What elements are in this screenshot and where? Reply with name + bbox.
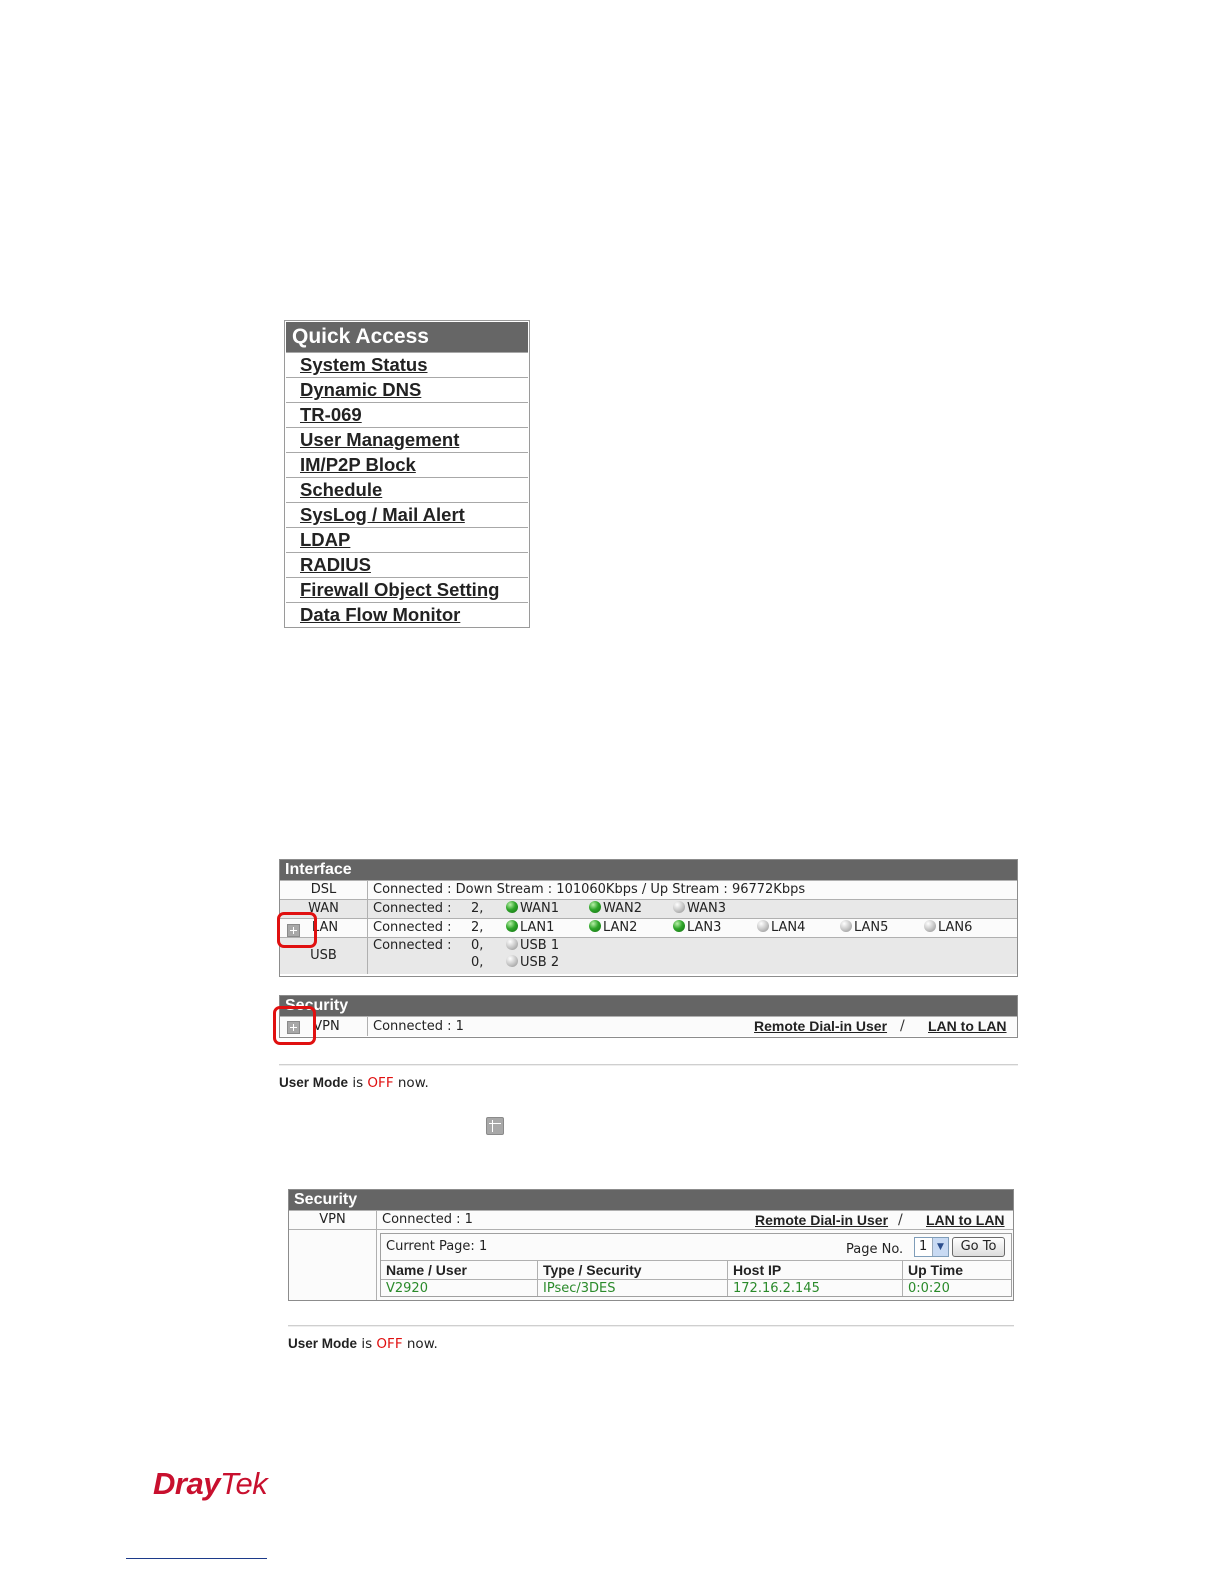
session-type: IPsec/3DES — [543, 1281, 616, 1296]
user-mode-now-2: now. — [406, 1336, 438, 1352]
session-host-ip: 172.16.2.145 — [733, 1281, 820, 1296]
user-mode-now: now. — [397, 1075, 429, 1091]
security-expanded-title: Security — [289, 1190, 1013, 1210]
col-divider — [902, 1260, 903, 1296]
user-mode-state-2: OFF — [376, 1336, 403, 1352]
col-up-time: Up Time — [908, 1262, 963, 1278]
lan4-status — [757, 919, 805, 937]
session-name: V2920 — [386, 1281, 428, 1296]
vpn-expanded-label — [289, 1211, 377, 1229]
led-on-icon — [673, 920, 685, 932]
link-separator: / — [900, 1018, 905, 1034]
led-on-icon — [506, 901, 518, 913]
usb1-label: USB 1 — [520, 938, 560, 953]
qa-link-im-p2p-block[interactable]: IM/P2P Block — [286, 452, 528, 477]
footer-line — [126, 1558, 267, 1559]
security-panel-expanded — [288, 1189, 1014, 1301]
plus-icon — [486, 1117, 504, 1135]
usb2-count: 0, — [471, 955, 484, 970]
security-title: Security — [280, 996, 1017, 1016]
wan3-status — [673, 900, 726, 918]
remote-dial-in-user-link-2[interactable] — [755, 1211, 888, 1231]
usb1-status — [506, 938, 559, 953]
led-off-icon — [506, 955, 518, 967]
user-mode-status — [279, 1075, 429, 1091]
remote-dial-in-user-link[interactable] — [754, 1017, 887, 1037]
lan-to-lan-link[interactable] — [928, 1017, 1007, 1037]
lan3-label: LAN3 — [687, 920, 722, 935]
qa-link-firewall-object-setting[interactable]: Firewall Object Setting — [286, 577, 528, 602]
lan-prefix: Connected : — [373, 920, 452, 935]
page-select-value: 1 — [919, 1239, 928, 1254]
lan-expand-highlight — [277, 912, 317, 948]
qa-link-data-flow-monitor[interactable]: Data Flow Monitor — [286, 602, 528, 627]
qa-link-user-management[interactable]: User Management — [286, 427, 528, 452]
security-panel-collapsed — [279, 995, 1018, 1038]
current-page: Current Page: 1 — [386, 1239, 488, 1254]
led-off-icon — [840, 920, 852, 932]
led-off-icon — [673, 901, 685, 913]
col-type-security: Type / Security — [543, 1262, 642, 1278]
user-mode-is-2: is — [361, 1336, 373, 1352]
wan-count: 2, — [471, 901, 484, 916]
table-divider — [381, 1279, 1011, 1280]
lan6-status — [924, 919, 972, 937]
chevron-down-icon[interactable]: ▼ — [932, 1238, 948, 1256]
vpn-row — [280, 1016, 1017, 1036]
wan3-label: WAN3 — [687, 901, 727, 916]
divider — [279, 1064, 1018, 1066]
lan-count: 2, — [471, 920, 484, 935]
led-off-icon — [757, 920, 769, 932]
logo-tek: Tek — [219, 1466, 268, 1501]
col-name-user: Name / User — [386, 1262, 467, 1278]
vpn-session-table — [380, 1233, 1012, 1297]
wan1-status — [506, 900, 559, 918]
page-select[interactable] — [914, 1237, 949, 1257]
led-on-icon — [589, 901, 601, 913]
col-host-ip: Host IP — [733, 1262, 782, 1278]
dsl-value: Connected : Down Stream : 101060Kbps / Up Stream : 96772Kbps — [373, 882, 806, 897]
usb2-status — [506, 955, 559, 970]
qa-link-syslog-mail-alert[interactable]: SysLog / Mail Alert — [286, 502, 528, 527]
vpn-detail-row — [289, 1229, 1013, 1300]
page-no-label: Page No. — [846, 1242, 904, 1257]
vpn-detail-label-cell — [289, 1230, 377, 1300]
lan-label-text: LAN — [311, 920, 339, 935]
lan5-label: LAN5 — [854, 920, 889, 935]
user-mode-state: OFF — [367, 1075, 394, 1091]
table-divider — [381, 1260, 1011, 1261]
user-mode-label-2: User Mode — [288, 1336, 358, 1351]
wan-prefix: Connected : — [373, 901, 452, 916]
lan4-label: LAN4 — [771, 920, 806, 935]
led-off-icon — [924, 920, 936, 932]
col-divider — [727, 1260, 728, 1296]
qa-link-dynamic-dns[interactable]: Dynamic DNS — [286, 377, 528, 402]
quick-access-panel — [284, 320, 530, 628]
led-off-icon — [506, 938, 518, 950]
lan6-label: LAN6 — [938, 920, 973, 935]
qa-link-tr-069[interactable]: TR-069 — [286, 402, 528, 427]
lan-to-lan-text-2[interactable]: LAN to LAN — [926, 1212, 1005, 1228]
user-mode-label: User Mode — [279, 1075, 349, 1090]
wan-row — [280, 899, 1017, 918]
remote-dial-in-user-text-2[interactable]: Remote Dial-in User — [755, 1212, 889, 1228]
vpn-expanded-label-text: VPN — [319, 1212, 346, 1227]
usb-prefix: Connected : — [373, 938, 452, 953]
lan1-label: LAN1 — [520, 920, 555, 935]
vpn-expanded-row — [289, 1210, 1013, 1229]
led-on-icon — [589, 920, 601, 932]
user-mode-is: is — [352, 1075, 364, 1091]
vpn-expanded-connected: Connected : 1 — [382, 1212, 473, 1227]
lan5-status — [840, 919, 888, 937]
dsl-label-text: DSL — [310, 882, 337, 897]
led-on-icon — [506, 920, 518, 932]
qa-link-radius[interactable]: RADIUS — [286, 552, 528, 577]
session-up-time: 0:0:20 — [908, 1281, 950, 1296]
go-to-button[interactable]: Go To — [952, 1237, 1005, 1257]
qa-link-ldap[interactable]: LDAP — [286, 527, 528, 552]
lan2-label: LAN2 — [603, 920, 638, 935]
wan-label-text: WAN — [308, 901, 339, 916]
draytek-logo — [153, 1466, 267, 1502]
usb-row — [280, 937, 1017, 974]
usb2-label: USB 2 — [520, 955, 560, 970]
logo-dray: Dray — [153, 1466, 220, 1501]
remote-dial-in-user-text[interactable]: Remote Dial-in User — [754, 1018, 888, 1034]
wan2-status — [589, 900, 642, 918]
vpn-connected: Connected : 1 — [373, 1019, 464, 1034]
wan1-label: WAN1 — [520, 901, 560, 916]
divider-2 — [288, 1325, 1014, 1327]
vpn-label-text: VPN — [313, 1019, 340, 1034]
lan2-status — [589, 919, 637, 937]
user-mode-status-2 — [288, 1336, 438, 1352]
usb-label-text: USB — [310, 948, 337, 963]
lan-to-lan-text[interactable]: LAN to LAN — [928, 1018, 1007, 1034]
quick-access-title: Quick Access — [286, 322, 528, 352]
qa-link-schedule[interactable]: Schedule — [286, 477, 528, 502]
dsl-label — [280, 881, 368, 899]
lan-row — [280, 918, 1017, 937]
dsl-row — [280, 880, 1017, 899]
vpn-expand-highlight — [273, 1006, 316, 1045]
interface-title: Interface — [280, 860, 1017, 880]
lan-to-lan-link-2[interactable] — [926, 1211, 1005, 1231]
lan3-status — [673, 919, 721, 937]
lan1-status — [506, 919, 554, 937]
interface-panel — [279, 859, 1018, 977]
usb1-count: 0, — [471, 938, 484, 953]
wan2-label: WAN2 — [603, 901, 643, 916]
link-separator-2: / — [898, 1212, 903, 1228]
col-divider — [537, 1260, 538, 1296]
qa-link-system-status[interactable]: System Status — [286, 352, 528, 377]
